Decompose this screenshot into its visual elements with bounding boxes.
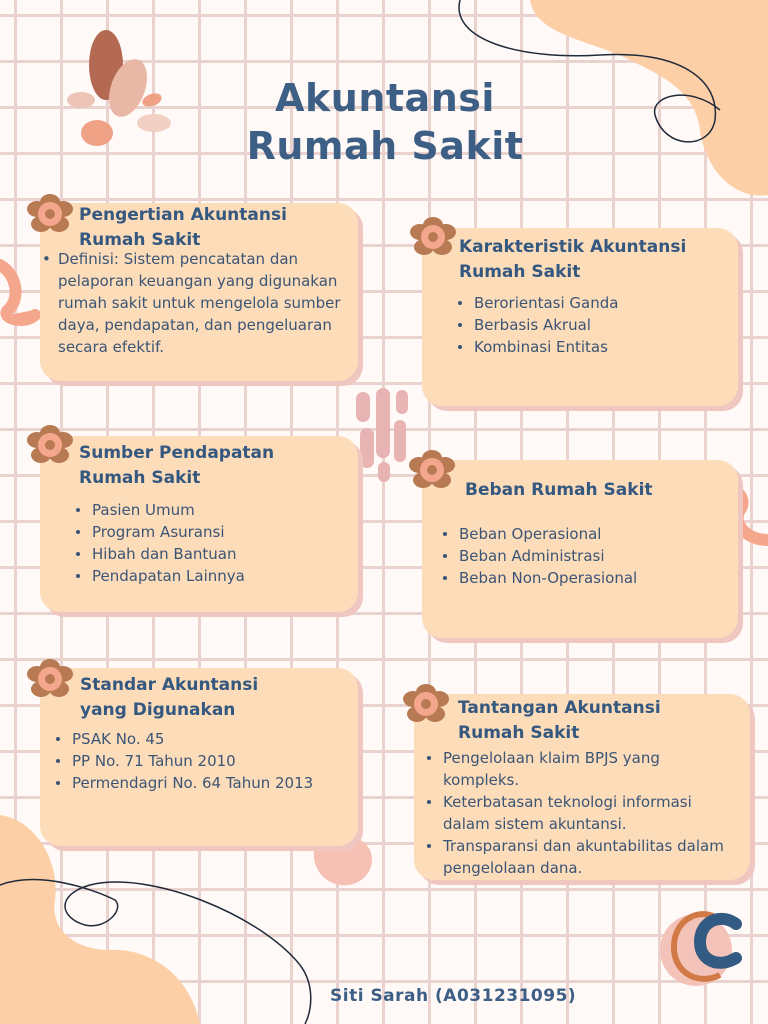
flower-icon [396, 682, 456, 726]
page-title [160, 74, 610, 170]
list-item: Keterbatasan teknologi informasi [425, 791, 724, 813]
card-beban-list [441, 523, 637, 589]
list-item-continued: kompleks. [443, 771, 520, 789]
list-item: Pendapatan Lainnya [74, 565, 245, 587]
list-item: Pasien Umum [74, 499, 245, 521]
title-line-2: Rumah Sakit [246, 124, 524, 168]
list-item: PSAK No. 45 [54, 728, 313, 750]
definition-bullet: • [42, 250, 51, 268]
author-footer: Siti Sarah (A031231095) [330, 986, 577, 1006]
title-line-1: Akuntansi [275, 76, 495, 120]
pill-2 [376, 388, 390, 458]
flower-icon [20, 423, 80, 467]
leaf-dark [89, 30, 123, 100]
list-item: Hibah dan Bantuan [74, 543, 245, 565]
list-item: Beban Operasional [441, 523, 637, 545]
leaf-light [102, 54, 154, 122]
card-karakteristik-list [456, 292, 618, 358]
blob-bottom-left [0, 815, 200, 1024]
card-standar-list [54, 728, 313, 794]
logo-orange-arc [674, 914, 720, 979]
list-item: Program Asuransi [74, 521, 245, 543]
list-item: Beban Non-Operasional [441, 567, 637, 589]
pill-6 [378, 462, 390, 482]
leaf-orange [81, 120, 113, 146]
list-item-continued: pengelolaan dana. [443, 859, 583, 877]
list-item: Pengelolaan klaim BPJS yang [425, 747, 724, 769]
card-tantangan-list [425, 747, 724, 879]
card-tantangan-title: Tantangan Akuntansi Rumah Sakit [458, 698, 661, 743]
list-item-continued: dalam sistem akuntansi. [443, 815, 627, 833]
squiggle-line-bottom [0, 880, 311, 1024]
flower-icon [20, 192, 80, 236]
pill-3 [396, 390, 408, 414]
pill-4 [360, 428, 374, 468]
list-item: Berorientasi Ganda [456, 292, 618, 314]
logo-pink-circle [660, 914, 732, 986]
list-item: Permendagri No. 64 Tahun 2013 [54, 772, 313, 794]
leaf-small-left [67, 92, 95, 108]
list-item: Transparansi dan akuntabilitas dalam [425, 835, 724, 857]
card-standar-title: Standar Akuntansi yang Digunakan [80, 675, 259, 720]
logo-blue-c [700, 919, 736, 963]
list-item: Kombinasi Entitas [456, 336, 618, 358]
card-pengertian-title: Pengertian Akuntansi Rumah Sakit [79, 205, 287, 250]
list-item: Beban Administrasi [441, 545, 637, 567]
list-item: Berbasis Akrual [456, 314, 618, 336]
flower-icon [402, 448, 462, 492]
card-beban-title: Beban Rumah Sakit [465, 480, 653, 500]
flower-icon [20, 657, 80, 701]
card-sumber-list [74, 499, 245, 587]
pill-1 [356, 392, 370, 422]
squiggle-left [0, 265, 35, 320]
card-pengertian-definition: • Definisi: Sistem pencatatan dan pelaporan keuangan yang digunakan rumah sakit untuk mengelola sumber daya, pendapatan, dan pengeluaran secara efektif. [42, 250, 341, 356]
list-item: PP No. 71 Tahun 2010 [54, 750, 313, 772]
flower-icon [403, 215, 463, 259]
card-karakteristik-title: Karakteristik Akuntansi Rumah Sakit [459, 237, 687, 282]
card-sumber-title: Sumber Pendapatan Rumah Sakit [79, 443, 275, 488]
